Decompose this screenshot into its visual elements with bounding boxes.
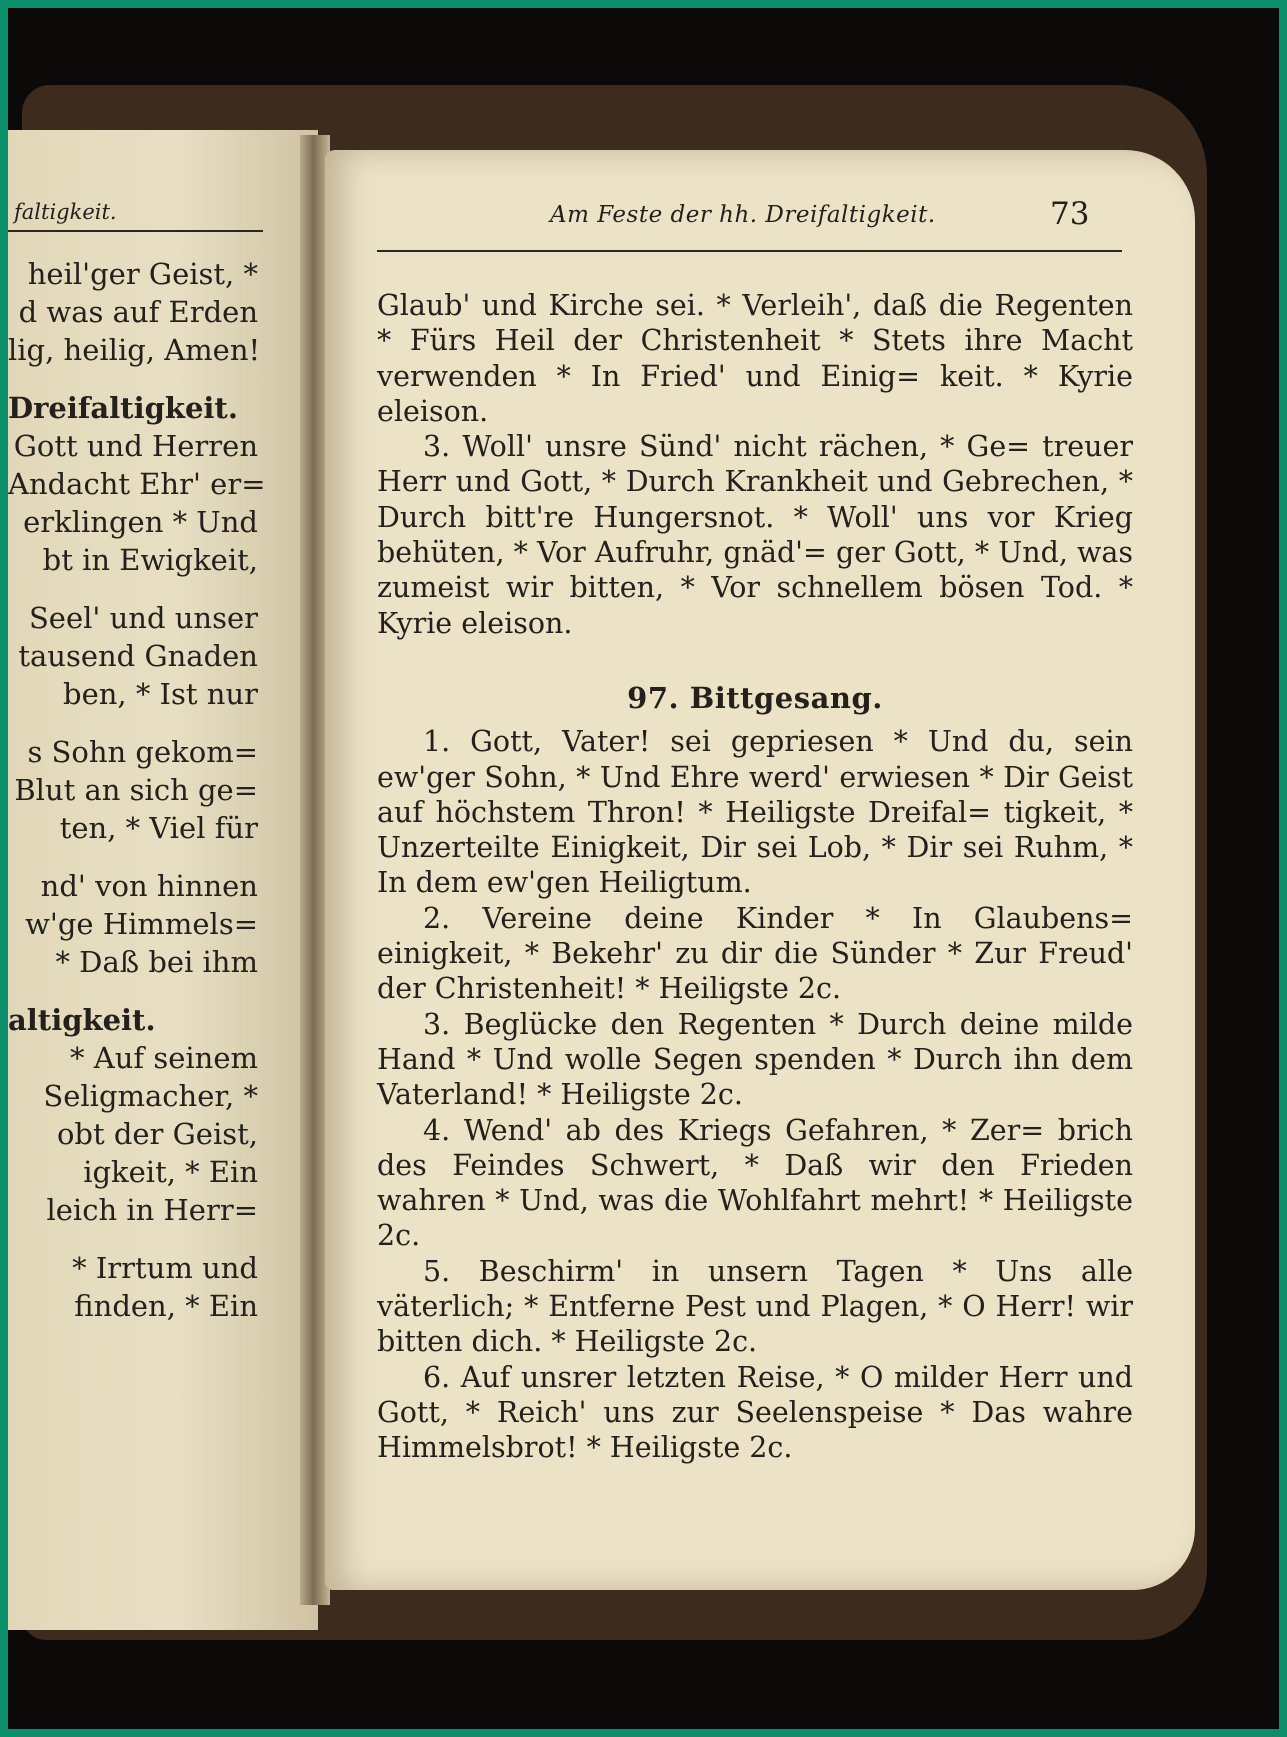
- left-page-line: ten, * Viel für: [59, 811, 258, 845]
- left-page-line: * Auf seinem: [70, 1041, 258, 1075]
- left-page: [0, 130, 318, 1630]
- line-gap: [8, 847, 258, 867]
- left-page-line: Gott und Herren: [13, 429, 258, 463]
- left-page-line: erklingen * Und: [23, 505, 258, 539]
- verse-paragraph: 5. Beschirm' in unsern Tagen * Uns alle väterlich; * Entferne Pest und Plagen, * O Herr! wir bitten dich. * Heiligste 2c.: [377, 1254, 1133, 1359]
- line-gap: [8, 713, 258, 733]
- running-head: Am Feste der hh. Dreifaltigkeit.: [550, 202, 936, 228]
- left-page-line: lig, heilig, Amen!: [8, 333, 261, 367]
- continuation-paragraph: Glaub' und Kirche sei. * Verleih', daß die Regenten * Fürs Heil der Christenheit * Stets ihre Macht verwenden * In Fried' und Einig= keit. * Kyrie eleison.: [377, 289, 1133, 428]
- right-page-text: [377, 288, 1133, 1466]
- left-head-rule: [8, 230, 263, 232]
- left-page-line: Blut an sich ge=: [14, 773, 258, 807]
- left-page-line: nd' von hinnen: [40, 869, 258, 903]
- left-page-line: finden, * Ein: [74, 1289, 258, 1323]
- left-page-line: bt in Ewigkeit,: [42, 543, 258, 577]
- line-gap: [8, 1229, 258, 1249]
- verse-paragraph: 6. Auf unsrer letzten Reise, * O milder Herr und Gott, * Reich' uns zur Seelenspeise * Das wahre Himmelsbrot! * Heiligste 2c.: [377, 1360, 1133, 1465]
- verse-paragraph: 2. Vereine deine Kinder * In Glaubens= einigkeit, * Bekehr' zu dir die Sünder * Zur Freud' der Christenheit! * Heiligste 2c.: [377, 901, 1133, 1006]
- left-page-text: [8, 255, 266, 1325]
- left-page-line: igkeit, * Ein: [83, 1155, 258, 1189]
- left-page-line: Andacht Ehr' er=: [8, 467, 266, 501]
- left-page-line: altigkeit.: [8, 1003, 156, 1037]
- left-page-line: Dreifaltigkeit.: [8, 391, 238, 425]
- verse-paragraph: 4. Wend' ab des Kriegs Gefahren, * Zer= brich des Feindes Schwert, * Daß wir den Frieden wahren * Und, was die Wohlfahrt mehrt! * Heiligste 2c.: [377, 1113, 1133, 1253]
- line-gap: [8, 981, 258, 1001]
- left-page-line: Seligmacher, *: [43, 1079, 258, 1113]
- left-page-line: Seel' und unser: [28, 601, 258, 635]
- left-page-line: * Irrtum und: [72, 1251, 258, 1285]
- left-page-line: obt der Geist,: [56, 1117, 258, 1151]
- verse-paragraph: 1. Gott, Vater! sei gepriesen * Und du, sein ew'ger Sohn, * Und Ehre werd' erwiesen * Dir Geist auf höchstem Thron! * Heiligste Dreifal= tigkeit, * Unzerteilte Einigkeit, Dir sei Lob, * Dir sei Ruhm, * In dem ew'gen Heiligtum.: [377, 725, 1133, 900]
- left-running-head: faltigkeit.: [14, 200, 117, 224]
- verse-paragraph: 3. Woll' unsre Sünd' nicht rächen, * Ge= treuer Herr und Gott, * Durch Krankheit und Gebrechen, * Durch bitt're Hungersnot. * Woll' uns vor Krieg behüten, * Vor Aufruhr, gnäd'= ger Gott, * Und, was zumeist wir bitten, * Vor schnellem bösen Tod. * Kyrie eleison.: [377, 430, 1133, 640]
- left-page-line: w'ge Himmels=: [25, 907, 258, 941]
- page-number: 73: [1050, 196, 1090, 232]
- left-page-line: tausend Gnaden: [18, 639, 258, 673]
- left-page-line: ben, * Ist nur: [63, 677, 258, 711]
- verse-paragraph: 3. Beglücke den Regenten * Durch deine milde Hand * Und wolle Segen spenden * Durch ihn dem Vaterland! * Heiligste 2c.: [377, 1007, 1133, 1112]
- head-rule: [377, 250, 1122, 252]
- line-gap: [8, 579, 258, 599]
- left-page-line: leich in Herr=: [46, 1193, 258, 1227]
- left-page-line: d was auf Erden: [18, 295, 258, 329]
- right-page: [325, 150, 1195, 1590]
- left-page-line: heil'ger Geist, *: [27, 257, 258, 291]
- left-page-line: s Sohn gekom=: [27, 735, 258, 769]
- left-page-line: * Daß bei ihm: [55, 945, 258, 979]
- line-gap: [8, 369, 258, 389]
- song-heading: 97. Bittgesang.: [627, 680, 883, 715]
